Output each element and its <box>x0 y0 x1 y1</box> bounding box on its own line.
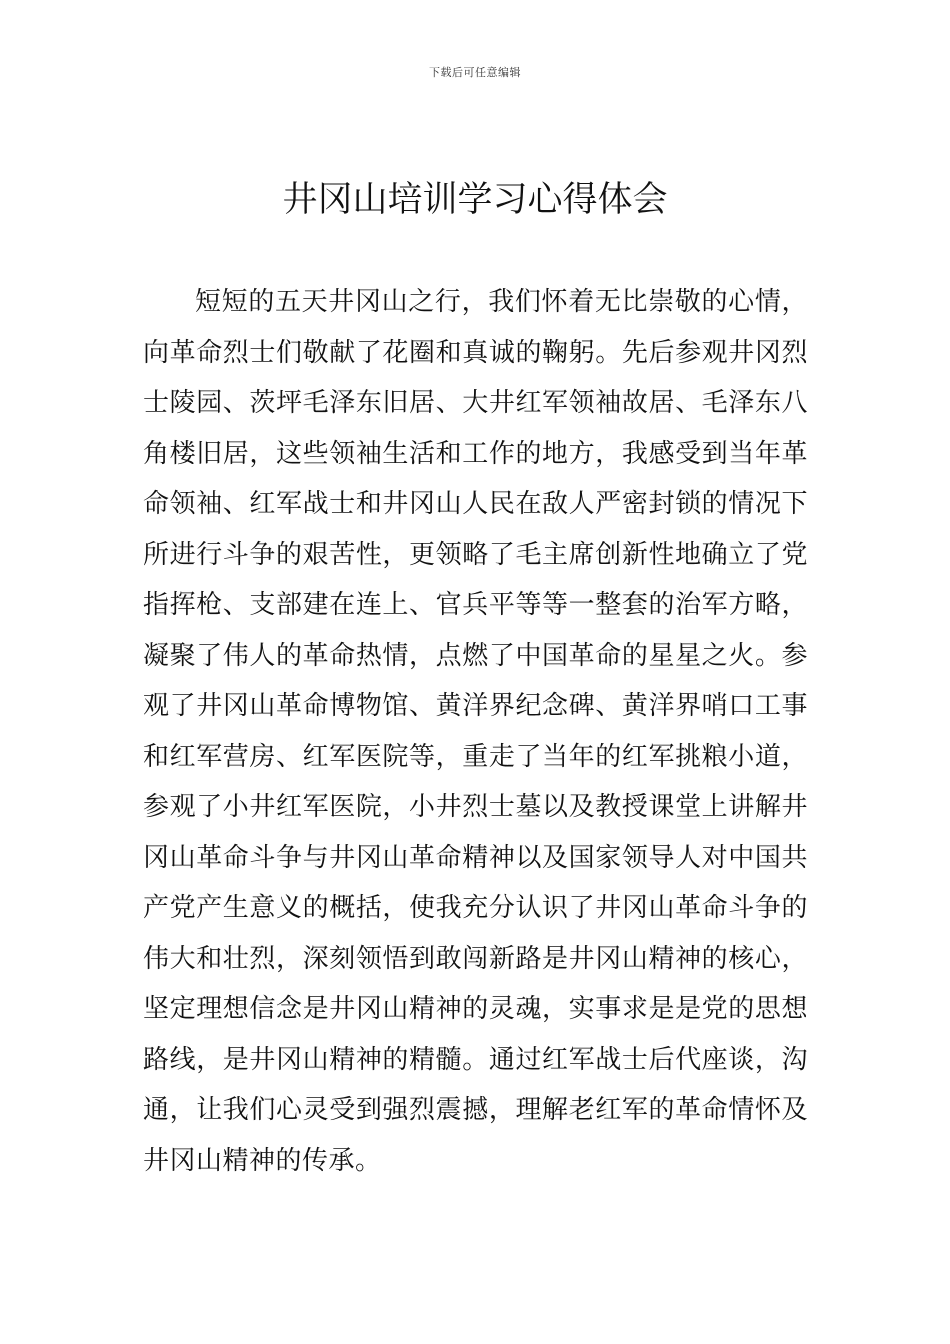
body-paragraph: 短短的五天井冈山之行，我们怀着无比崇敬的心情，向革命烈士们敬献了花圈和真诚的鞠躬。先后参观井冈烈士陵园、茨坪毛泽东旧居、大井红军领袖故居、毛泽东八角楼旧居，这些领袖生活和工作的地方，我感受到当年革命领袖、红军战士和井冈山人民在敌人严密封锁的情况下所进行斗争的艰苦性，更领略了毛主席创新性地确立了党指挥枪、支部建在连上、官兵平等等一整套的治军方略，凝聚了伟人的革命热情，点燃了中国革命的星星之火。参观了井冈山革命博物馆、黄洋界纪念碑、黄洋界哨口工事和红军营房、红军医院等，重走了当年的红军挑粮小道，参观了小井红军医院，小井烈士墓以及教授课堂上讲解井冈山革命斗争与井冈山革命精神以及国家领导人对中国共产党产生意义的概括，使我充分认识了井冈山革命斗争的伟大和壮烈，深刻领悟到敢闯新路是井冈山精神的核心，坚定理想信念是井冈山精神的灵魂，实事求是是党的思想路线，是井冈山精神的精髓。通过红军战士后代座谈，沟通，让我们心灵受到强烈震撼，理解老红军的革命情怀及井冈山精神的传承。 <box>143 287 808 1176</box>
document-title: 井冈山培训学习心得体会 <box>282 180 668 220</box>
header-note: 下载后可任意编辑 <box>429 66 521 79</box>
